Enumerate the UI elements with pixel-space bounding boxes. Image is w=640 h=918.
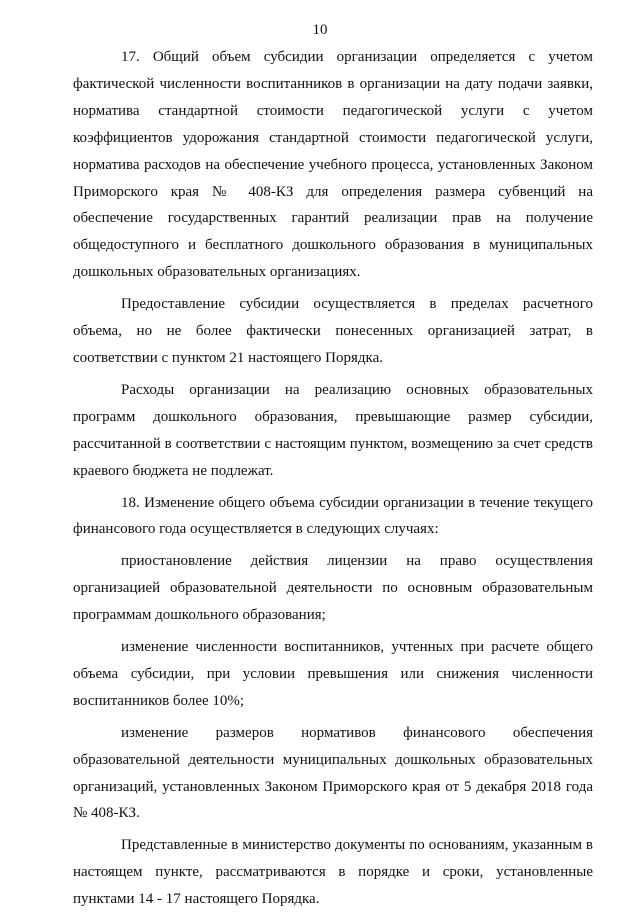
paragraph-18-subsidy-change: 18. Изменение общего объема субсидии организации в течение текущего финансового года осуществляется в следующих случаях: [73,494,593,538]
page-number: 10 [312,22,328,38]
list-item-license-suspension: приостановление действия лицензии на право осуществления организацией образовательной деятельности по основным образовательным программам дошкольного образования; [73,553,593,624]
paragraph-subsidy-limit: Предоставление субсидии осуществляется в пределах расчетного объема, но не более фактически понесенных организацией затрат, в соответствии с пунктом 21 настоящего Порядка. [73,296,593,366]
paragraph-documents-review: Представленные в министерство документы по основаниям, указанным в настоящем пункте, рассматриваются в порядке и сроки, установленные пунктами 14 - 17 настоящего Порядка. [73,837,593,908]
paragraph-17-total-subsidy: 17. Общий объем субсидии организации определяется с учетом фактической численности воспитанников в организации на дату подачи заявки, норматива стандартной стоимости педагогической услуги с учетом коэффициентов удорожания стандартной стоимости педагогической услуги, норматива расходов на обеспечение учебного процесса, установленных Законом Приморского края № 408-КЗ для определения размера субвенций на обеспечение государственных гарантий реализации прав на получение общедоступного и бесплатного дошкольного образования в муниципальных дошкольных образовательных организациях. [73,49,593,281]
list-item-normative-change: изменение размеров нормативов финансового обеспечения образовательной деятельности муниципальных дошкольных образовательных организаций, установленных Законом Приморского края от 5 декабря 2018 года № 408-КЗ. [73,724,593,822]
document-body [73,44,593,918]
paragraph-excess-expenses: Расходы организации на реализацию основных образовательных программ дошкольного образования, превышающие размер субсидии, рассчитанной в соответствии с настоящим пунктом, возмещению за счет средств краевого бюджета не подлежат. [73,381,593,479]
list-item-pupil-count-change: изменение численности воспитанников, учтенных при расчете общего объема субсидии, при условии превышения или снижения численности воспитанников более 10%; [73,639,593,709]
